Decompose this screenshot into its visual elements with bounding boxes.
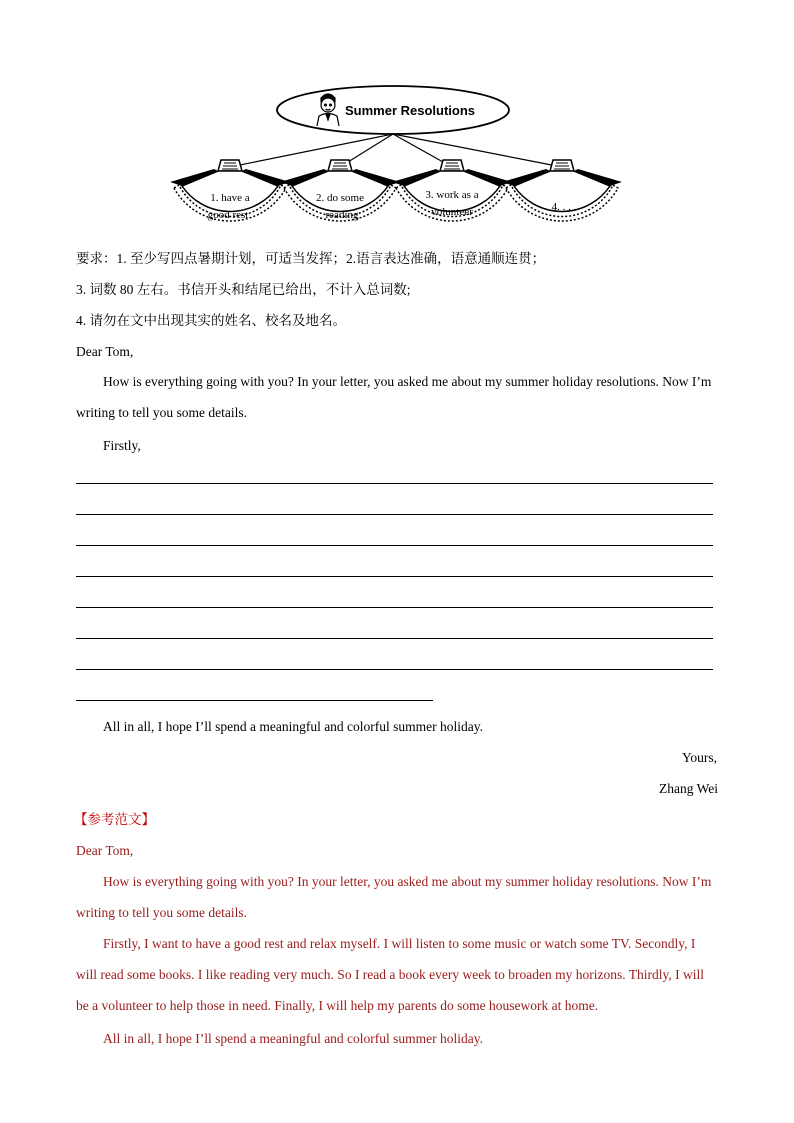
letter-opening-paragraph: How is everything going with you? In your letter, you asked me about my summer holiday resolutions. Now I’m writing to tell you some details. [76,374,712,420]
sample-heading: 【参考范文】 [74,812,155,827]
writing-line[interactable] [76,607,713,608]
writing-line[interactable] [76,545,713,546]
letter-firstly: Firstly, [103,438,141,453]
letter-closing: All in all, I hope I’ll spend a meaningful and colorful summer holiday. [103,719,484,734]
fan-work-as-a-volunteer [392,160,512,221]
letter-yours: Yours, [681,750,717,765]
fan-label-line2: good rest [207,209,249,221]
writing-line[interactable] [76,638,713,639]
fan-label-line2: reading [325,209,359,221]
writing-line[interactable] [76,669,713,670]
letter-greeting: Dear Tom, [76,344,134,359]
sample-closing: All in all, I hope I’ll spend a meaningful and colorful summer holiday. [103,1031,484,1046]
writing-line[interactable] [76,483,713,484]
requirement-line-1: 要求：1. 至少写四点暑期计划，可适当发挥；2.语言表达准确，语意通顺连贯； [76,251,546,266]
writing-line-short[interactable] [76,700,433,701]
fan-label-line1: 2. do some [316,192,364,204]
fan-label-line1: 4. . . . [551,201,577,213]
fan-have-a-good-rest [170,160,290,221]
sample-body-paragraph: Firstly, I want to have a good rest and relax myself. I will listen to some music or watch some TV. Secondly, I will read some books. I like reading very much. So I read a book every week to broaden my horizons. Thirdly, I will be a volunteer to help those in need. Finally, I will help my parents do some housework at home. [76,936,704,1013]
writing-line[interactable] [76,576,713,577]
letter-signature: Zhang Wei [658,781,718,796]
diagram-title: Summer Resolutions [345,103,476,118]
fan-label-line1: 1. have a [210,192,250,204]
requirement-line-2: 3. 词数 80 左右。书信开头和结尾已给出，不计入总词数; [76,282,411,297]
fan-label-line1: 3. work as a [425,189,479,201]
summer-resolutions-diagram [170,84,630,240]
fan-label-line2: volunteer [431,206,473,218]
writing-line[interactable] [76,514,713,515]
sample-greeting: Dear Tom, [76,843,134,858]
requirement-line-3: 4. 请勿在文中出现其实的姓名、校名及地名。 [76,313,346,328]
fan-more [502,160,622,221]
fan-do-some-reading [280,160,400,221]
sample-opening-paragraph: How is everything going with you? In your letter, you asked me about my summer holiday resolutions. Now I’m writing to tell you some details. [76,874,712,920]
